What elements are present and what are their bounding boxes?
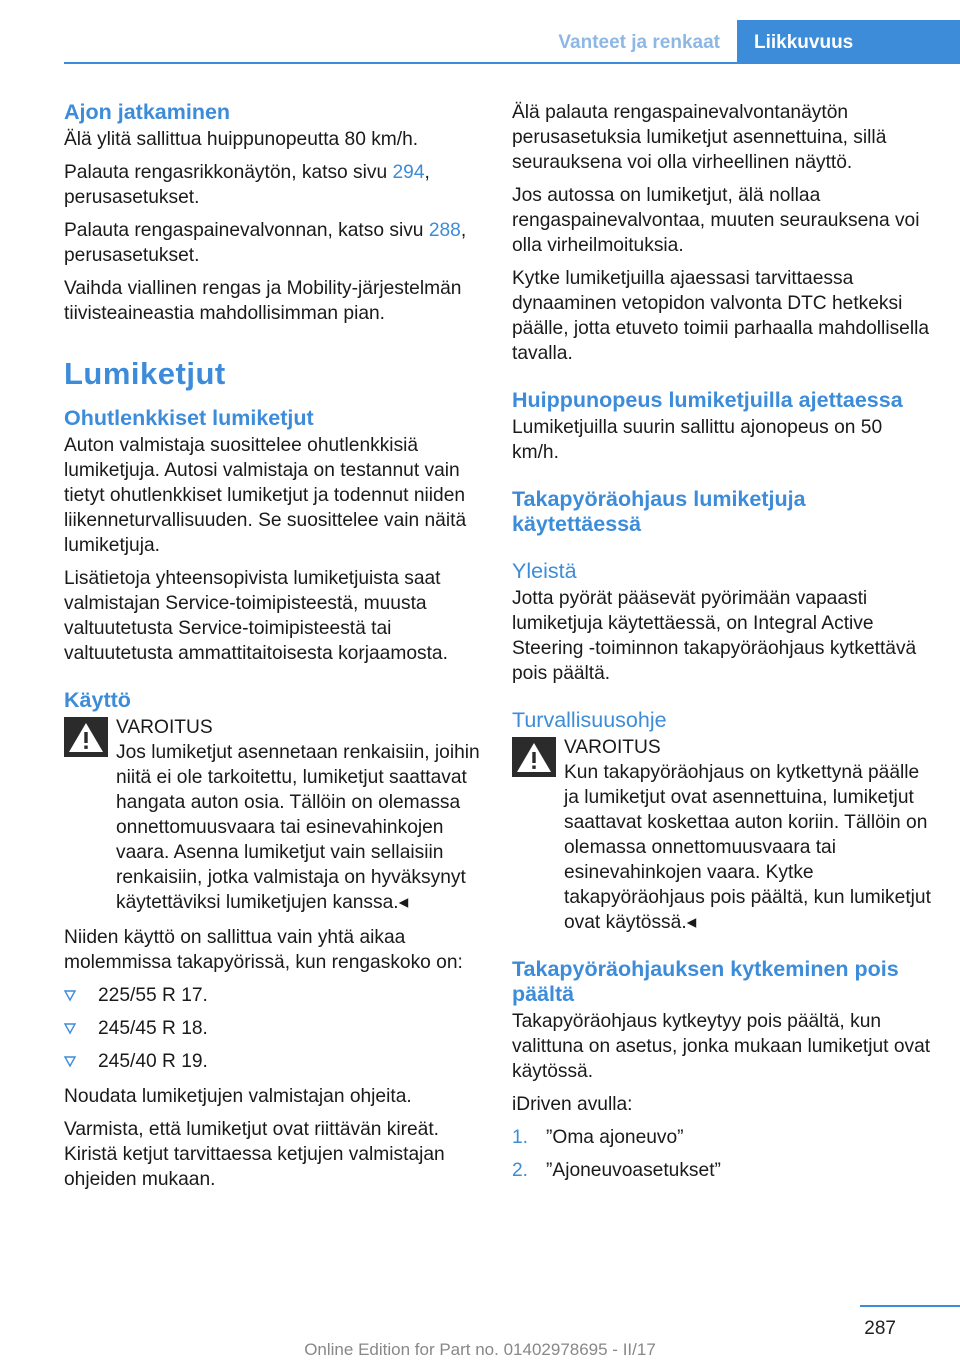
- list-item: 245/40 R 19.: [64, 1049, 480, 1076]
- idrive-steps-list: [512, 1125, 932, 1191]
- warning-triangle-icon: [512, 737, 556, 777]
- heading-continue-driving: Ajon jatkaminen: [64, 100, 231, 124]
- heading-rear-steering-off: Takapyöräohjauksen kytkeminen pois päältä: [512, 957, 899, 1006]
- paragraph: iDriven avulla:: [512, 1094, 633, 1115]
- heading-general: Yleistä: [512, 559, 577, 583]
- triangle-bullet-icon: [64, 990, 76, 1002]
- header-chapter-tab: Liikkuvuus: [737, 20, 960, 63]
- warning-title: VAROITUS: [564, 737, 661, 758]
- paragraph: Jos autossa on lumiketjut, älä nollaa rengaspainevalvontaa, muuten seurauksena voi olla virheilmoituksia.: [512, 185, 920, 256]
- warning-text: Kun takapyöräohjaus on kytkettynä päälle ja lumiketjut ovat asennettuina, lumiketjut saattavat koskettaa auton koriin. Tällöin on olemassa onnettomuusvaara tai esinevahinkojen vaara. Kytke takapyöräohjaus pois päältä, kun lumiketjut ovat käytössä.◂: [564, 762, 931, 933]
- paragraph: Jotta pyörät pääsevät pyörimään vapaasti lumiketjuja käytettäessä, on Integral Active Steering -toiminnon takapyöräohjaus kytkettävä pois päältä.: [512, 588, 917, 684]
- tire-size-list: [64, 983, 480, 1076]
- right-column: [512, 100, 932, 1191]
- list-item: 245/45 R 18.: [64, 1016, 480, 1049]
- page-link-288[interactable]: 288: [428, 220, 461, 241]
- paragraph: Älä palauta rengaspainevalvontanäytön perusasetuksia lumiketjut asennettuina, sillä seurauksena voi olla virheellinen näyttö.: [512, 102, 887, 173]
- left-column: [64, 100, 480, 1200]
- warning-triangle-icon: [64, 717, 108, 757]
- paragraph: Kytke lumiketjuilla ajaessasi tarvittaessa dynaaminen vetopidon valvonta DTC hetkeksi päälle, jotta etuveto toimii parhaalla mahdollisella tavalla.: [512, 268, 930, 364]
- paragraph: Vaihda viallinen rengas ja Mobility-järjestelmän tiivisteaineastia mahdollisimman pian.: [64, 278, 462, 324]
- paragraph: Varmista, että lumiketjut ovat riittävän kireät. Kiristä ketjut tarvittaessa ketjujen valmistajan ohjeiden mukaan.: [64, 1119, 445, 1190]
- page-link-294[interactable]: 294: [392, 162, 425, 183]
- warning-box: [64, 715, 480, 915]
- paragraph: Älä ylitä sallittua huippunopeutta 80 km/h.: [64, 129, 419, 150]
- header-section-title: Vanteet ja renkaat: [558, 32, 720, 53]
- paragraph: Palauta rengasrikkonäytön, katso sivu 294, perusasetukset.: [64, 162, 430, 208]
- heading-fine-link-chains: Ohutlenkkiset lumiketjut: [64, 406, 314, 430]
- paragraph: Niiden käyttö on sallittua vain yhtä aikaa molemmissa takapyörissä, kun rengaskoko on:: [64, 927, 463, 973]
- list-item: 1. ”Oma ajoneuvo”: [512, 1127, 684, 1148]
- list-item: 2. ”Ajoneuvoasetukset”: [512, 1160, 721, 1181]
- footer-rule: [860, 1305, 960, 1307]
- triangle-bullet-icon: [64, 1056, 76, 1068]
- paragraph: Noudata lumiketjujen valmistajan ohjeita.: [64, 1086, 412, 1107]
- triangle-bullet-icon: [64, 1023, 76, 1035]
- heading-safety-note: Turvallisuusohje: [512, 708, 667, 732]
- list-item: 225/55 R 17.: [64, 983, 480, 1016]
- paragraph: Lisätietoja yhteensopivista lumiketjuista saat valmistajan Service-toimipisteestä, muusta valtuutetusta Service-toimipisteestä tai valtuutetusta ammattitaitoisesta korjaamosta.: [64, 568, 448, 664]
- page-number: 287: [864, 1318, 896, 1339]
- paragraph: Lumiketjuilla suurin sallittu ajonopeus on 50 km/h.: [512, 417, 883, 463]
- warning-text: Jos lumiketjut asennetaan renkaisiin, joihin niitä ei ole tarkoitettu, lumiketjut saattavat hangata auton osia. Tällöin on olemassa onnettomuusvaara tai esinevahinkojen vaara. Asenna lumiketjut vain sellaisiin renkaisiin, jotka valmistaja on hyväksynyt käytettäviksi lumiketjujen kanssa.◂: [116, 742, 480, 913]
- paragraph: Palauta rengaspainevalvonnan, katso sivu 288, perusasetukset.: [64, 220, 467, 266]
- paragraph: Takapyöräohjaus kytkeytyy pois päältä, kun valittuna on asetus, jonka mukaan lumiketjut ovat käytössä.: [512, 1011, 931, 1082]
- edition-footer: Online Edition for Part no. 01402978695 - II/17: [304, 1340, 656, 1359]
- header-rule: [64, 62, 960, 64]
- paragraph: Auton valmistaja suosittelee ohutlenkkisiä lumiketjuja. Autosi valmistaja on testannut vain tietyt ohutlenkkiset lumiketjut ja todennut niiden liikenneturvallisuuden. Se suosittelee vain näitä lumiketjuja.: [64, 435, 467, 556]
- warning-title: VAROITUS: [116, 717, 213, 738]
- heading-top-speed-chains: Huippunopeus lumiketjuilla ajettaessa: [512, 388, 903, 412]
- warning-box: [512, 735, 932, 935]
- heading-use: Käyttö: [64, 688, 131, 712]
- chapter-heading-snow-chains: Lumiketjut: [64, 356, 226, 391]
- heading-rear-steering-chains: Takapyöräohjaus lumiketjuja käytettäessä: [512, 487, 806, 536]
